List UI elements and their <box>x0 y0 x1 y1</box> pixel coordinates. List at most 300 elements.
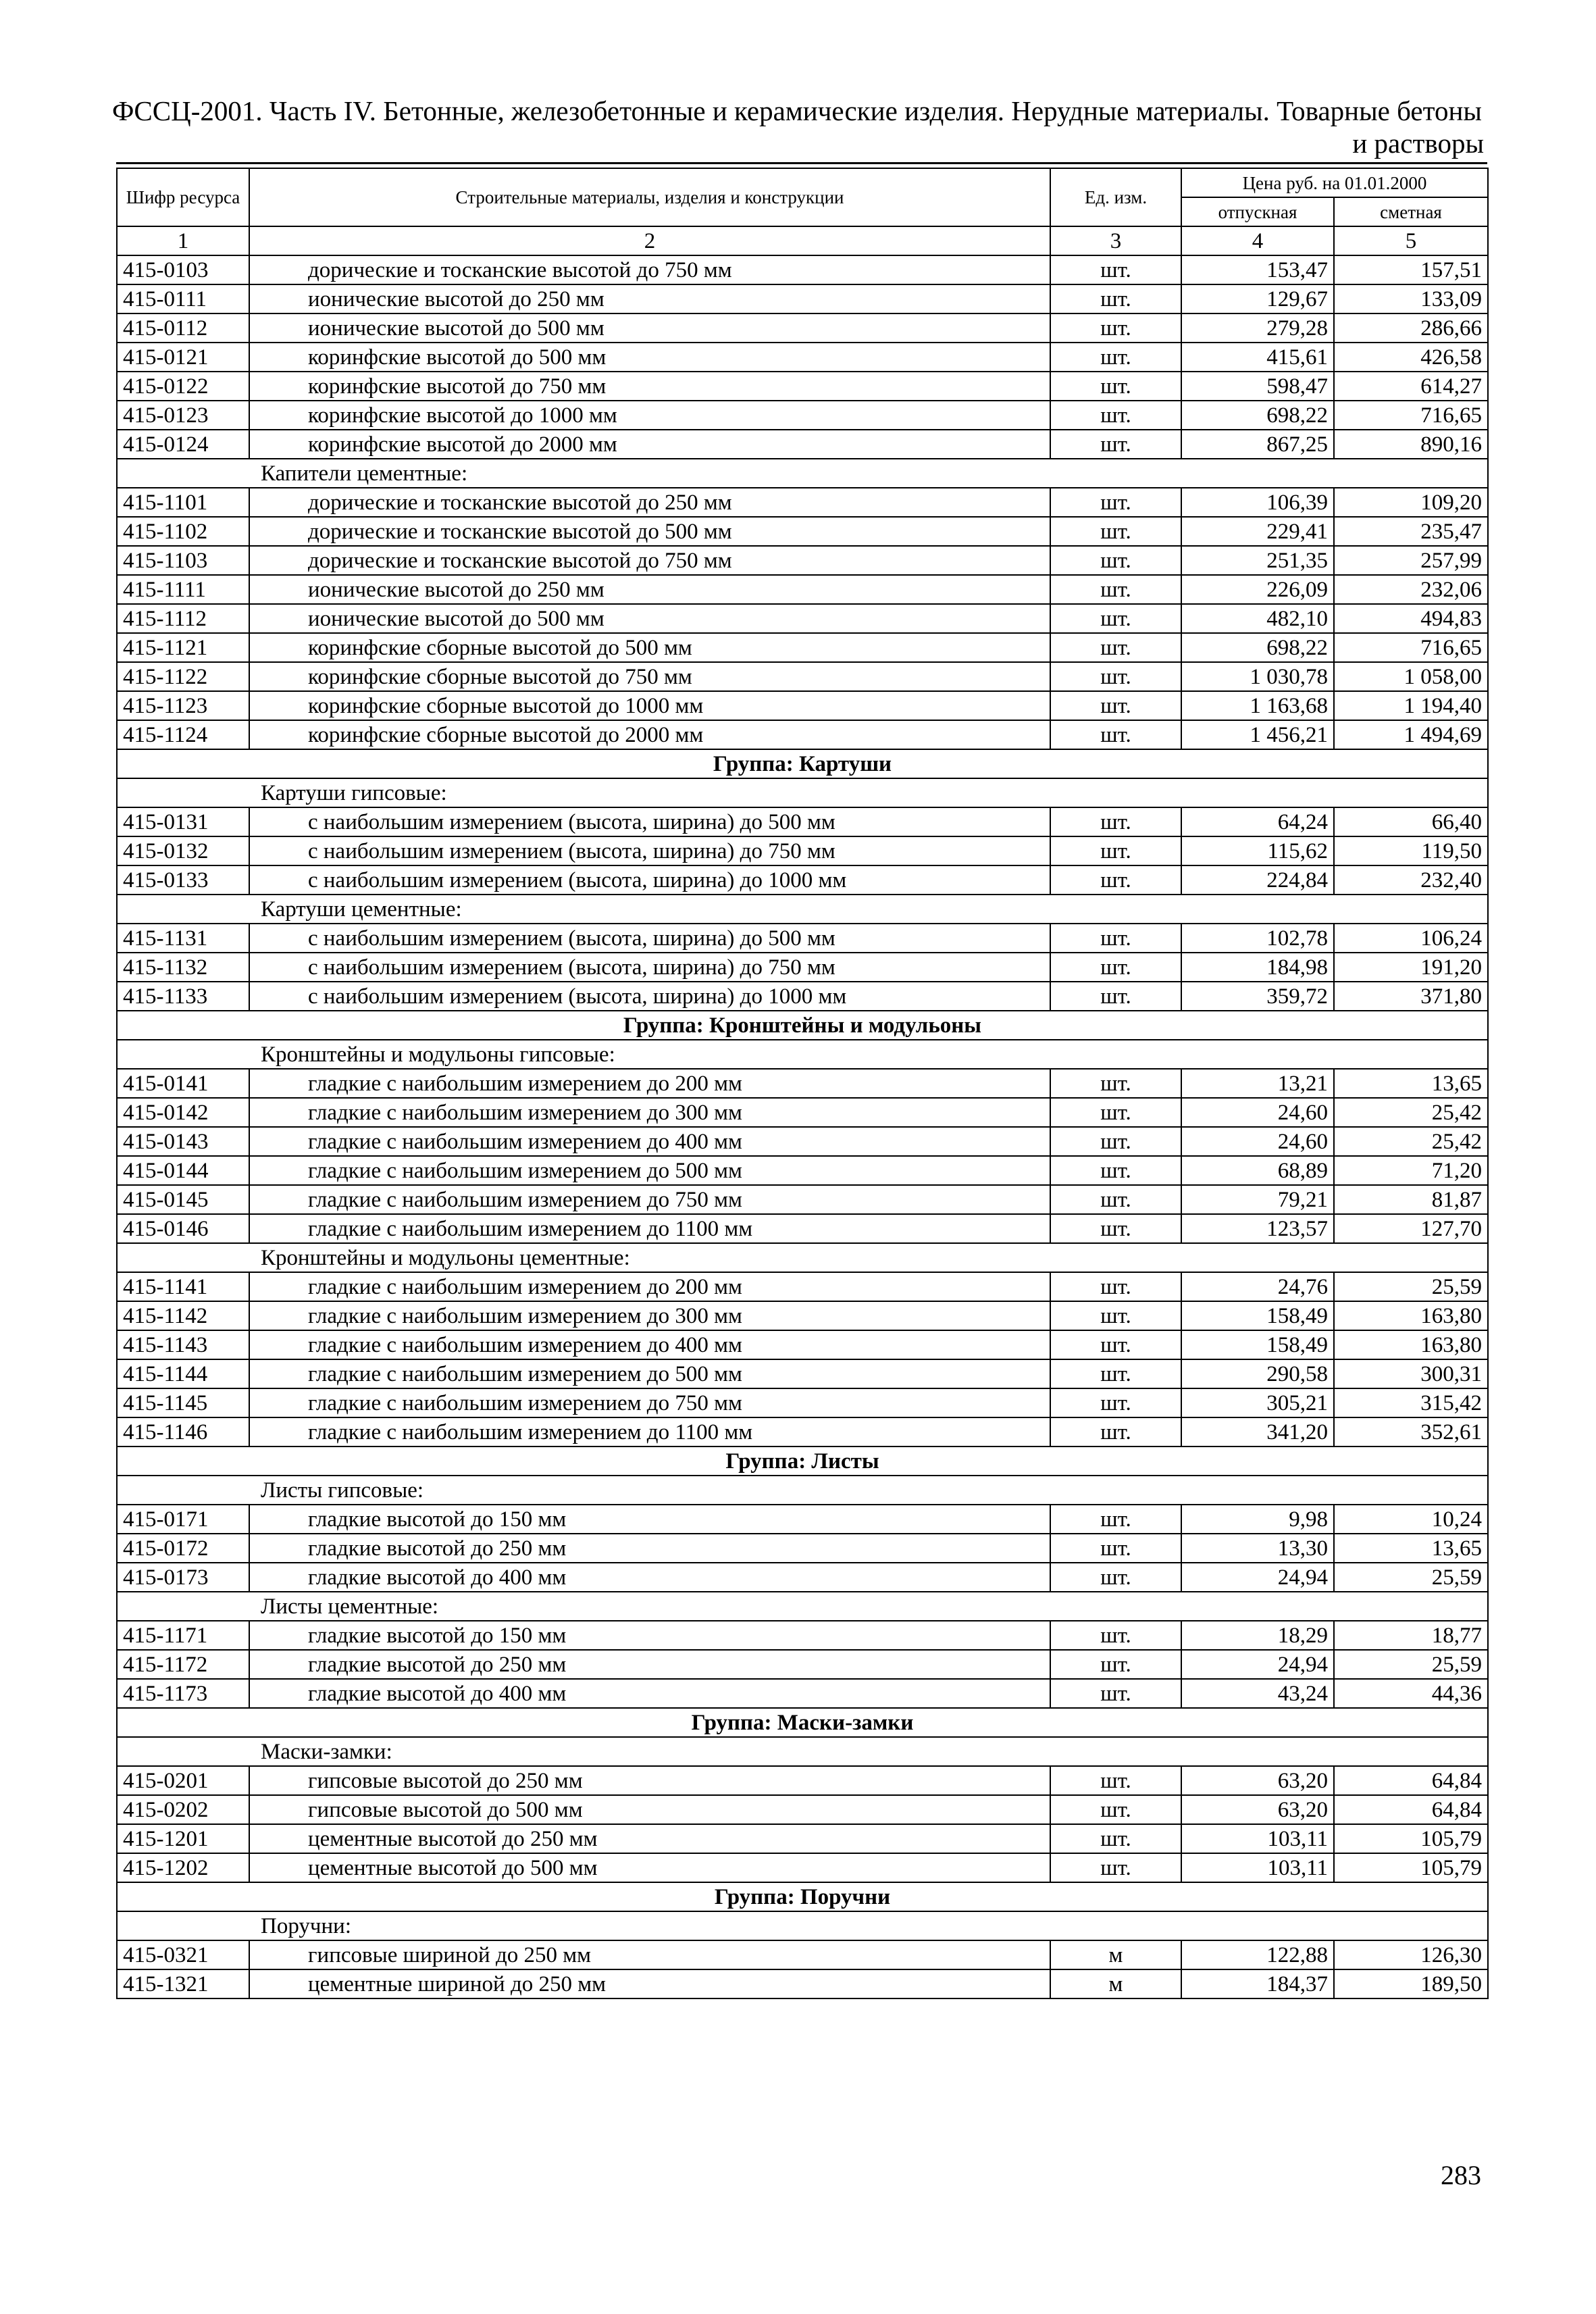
material-name: коринфские сборные высотой до 2000 мм <box>249 720 1050 749</box>
column-header-name: Строительные материалы, изделия и конструкции <box>249 168 1050 226</box>
unit-of-measure: шт. <box>1050 488 1181 517</box>
resource-code: 415-1321 <box>117 1969 249 1998</box>
release-price: 103,11 <box>1181 1824 1334 1853</box>
table-row <box>117 1853 1488 1882</box>
unit-of-measure: шт. <box>1050 1359 1181 1388</box>
unit-of-measure: шт. <box>1050 1417 1181 1447</box>
release-price: 698,22 <box>1181 401 1334 430</box>
subgroup-row <box>117 1737 1488 1766</box>
estimate-price: 66,40 <box>1334 807 1488 836</box>
resource-code: 415-1101 <box>117 488 249 517</box>
resource-code: 415-0133 <box>117 865 249 895</box>
material-name: цементные высотой до 500 мм <box>249 1853 1050 1882</box>
unit-of-measure: шт. <box>1050 1824 1181 1853</box>
unit-of-measure: шт. <box>1050 633 1181 662</box>
release-price: 229,41 <box>1181 517 1334 546</box>
estimate-price: 18,77 <box>1334 1621 1488 1650</box>
table-row <box>117 924 1488 953</box>
group-row <box>117 1882 1488 1911</box>
unit-of-measure: шт. <box>1050 1214 1181 1243</box>
unit-of-measure: шт. <box>1050 255 1181 284</box>
estimate-price: 494,83 <box>1334 604 1488 633</box>
table-row <box>117 1679 1488 1708</box>
table-row <box>117 982 1488 1011</box>
table-row <box>117 488 1488 517</box>
resource-code: 415-1144 <box>117 1359 249 1388</box>
table-row <box>117 1940 1488 1969</box>
release-price: 129,67 <box>1181 284 1334 313</box>
resource-code: 415-1141 <box>117 1272 249 1301</box>
estimate-price: 105,79 <box>1334 1824 1488 1853</box>
estimate-price: 127,70 <box>1334 1214 1488 1243</box>
unit-of-measure: шт. <box>1050 720 1181 749</box>
resource-code: 415-0172 <box>117 1534 249 1563</box>
resource-code: 415-0202 <box>117 1795 249 1824</box>
release-price: 158,49 <box>1181 1330 1334 1359</box>
subgroup-heading: Листы цементные: <box>117 1592 1488 1621</box>
table-row <box>117 662 1488 691</box>
table-row <box>117 401 1488 430</box>
material-name: гладкие с наибольшим измерением до 750 мм <box>249 1388 1050 1417</box>
release-price: 13,21 <box>1181 1069 1334 1098</box>
resource-code: 415-1112 <box>117 604 249 633</box>
table-row <box>117 343 1488 372</box>
estimate-price: 44,36 <box>1334 1679 1488 1708</box>
table-row <box>117 255 1488 284</box>
unit-of-measure: шт. <box>1050 1534 1181 1563</box>
table-row <box>117 1301 1488 1330</box>
table-row <box>117 633 1488 662</box>
unit-of-measure: шт. <box>1050 575 1181 604</box>
resource-code: 415-1171 <box>117 1621 249 1650</box>
release-price: 63,20 <box>1181 1766 1334 1795</box>
group-heading: Группа: Картуши <box>117 749 1488 778</box>
unit-of-measure: шт. <box>1050 1301 1181 1330</box>
table-row <box>117 284 1488 313</box>
material-name: гладкие с наибольшим измерением до 400 мм <box>249 1330 1050 1359</box>
table-row <box>117 1766 1488 1795</box>
material-name: коринфские сборные высотой до 500 мм <box>249 633 1050 662</box>
release-price: 106,39 <box>1181 488 1334 517</box>
unit-of-measure: шт. <box>1050 1127 1181 1156</box>
unit-of-measure: шт. <box>1050 1272 1181 1301</box>
resource-code: 415-0201 <box>117 1766 249 1795</box>
release-price: 63,20 <box>1181 1795 1334 1824</box>
material-name: с наибольшим измерением (высота, ширина) до 750 мм <box>249 953 1050 982</box>
estimate-price: 300,31 <box>1334 1359 1488 1388</box>
material-name: дорические и тосканские высотой до 750 мм <box>249 546 1050 575</box>
subgroup-heading: Картуши цементные: <box>117 895 1488 924</box>
release-price: 9,98 <box>1181 1505 1334 1534</box>
resource-code: 415-0131 <box>117 807 249 836</box>
estimate-price: 81,87 <box>1334 1185 1488 1214</box>
subgroup-row <box>117 778 1488 807</box>
estimate-price: 614,27 <box>1334 372 1488 401</box>
subgroup-row <box>117 459 1488 488</box>
table-row <box>117 1156 1488 1185</box>
release-price: 251,35 <box>1181 546 1334 575</box>
table-row <box>117 1098 1488 1127</box>
estimate-price: 25,59 <box>1334 1650 1488 1679</box>
release-price: 24,94 <box>1181 1563 1334 1592</box>
resource-code: 415-0103 <box>117 255 249 284</box>
release-price: 24,76 <box>1181 1272 1334 1301</box>
unit-of-measure: шт. <box>1050 546 1181 575</box>
resource-code: 415-0123 <box>117 401 249 430</box>
unit-of-measure: шт. <box>1050 1621 1181 1650</box>
header-divider <box>116 162 1487 164</box>
release-price: 79,21 <box>1181 1185 1334 1214</box>
resource-code: 415-0122 <box>117 372 249 401</box>
resource-code: 415-0132 <box>117 836 249 865</box>
release-price: 1 163,68 <box>1181 691 1334 720</box>
material-name: гладкие с наибольшим измерением до 300 мм <box>249 1098 1050 1127</box>
unit-of-measure: шт. <box>1050 865 1181 895</box>
column-number: 1 <box>117 226 249 255</box>
subgroup-heading: Листы гипсовые: <box>117 1476 1488 1505</box>
unit-of-measure: шт. <box>1050 1795 1181 1824</box>
estimate-price: 13,65 <box>1334 1069 1488 1098</box>
resource-code: 415-1123 <box>117 691 249 720</box>
column-number: 2 <box>249 226 1050 255</box>
release-price: 24,60 <box>1181 1127 1334 1156</box>
release-price: 158,49 <box>1181 1301 1334 1330</box>
release-price: 24,60 <box>1181 1098 1334 1127</box>
table-row <box>117 604 1488 633</box>
estimate-price: 191,20 <box>1334 953 1488 982</box>
material-name: гладкие высотой до 250 мм <box>249 1534 1050 1563</box>
resource-code: 415-0111 <box>117 284 249 313</box>
material-name: гладкие высотой до 150 мм <box>249 1505 1050 1534</box>
material-name: гипсовые высотой до 500 мм <box>249 1795 1050 1824</box>
group-row <box>117 1011 1488 1040</box>
subgroup-heading: Кронштейны и модульоны цементные: <box>117 1243 1488 1272</box>
table-row <box>117 1185 1488 1214</box>
subgroup-heading: Капители цементные: <box>117 459 1488 488</box>
release-price: 224,84 <box>1181 865 1334 895</box>
material-name: цементные шириной до 250 мм <box>249 1969 1050 1998</box>
group-heading: Группа: Поручни <box>117 1882 1488 1911</box>
material-name: коринфские высотой до 2000 мм <box>249 430 1050 459</box>
estimate-price: 189,50 <box>1334 1969 1488 1998</box>
release-price: 24,94 <box>1181 1650 1334 1679</box>
resource-code: 415-0141 <box>117 1069 249 1098</box>
release-price: 1 030,78 <box>1181 662 1334 691</box>
subgroup-row <box>117 1040 1488 1069</box>
table-row <box>117 313 1488 343</box>
material-name: дорические и тосканские высотой до 250 мм <box>249 488 1050 517</box>
unit-of-measure: шт. <box>1050 430 1181 459</box>
estimate-price: 315,42 <box>1334 1388 1488 1417</box>
release-price: 1 456,21 <box>1181 720 1334 749</box>
estimate-price: 286,66 <box>1334 313 1488 343</box>
estimate-price: 71,20 <box>1334 1156 1488 1185</box>
resource-code: 415-0121 <box>117 343 249 372</box>
subgroup-heading: Маски-замки: <box>117 1737 1488 1766</box>
release-price: 598,47 <box>1181 372 1334 401</box>
estimate-price: 13,65 <box>1334 1534 1488 1563</box>
unit-of-measure: шт. <box>1050 1650 1181 1679</box>
material-name: ионические высотой до 250 мм <box>249 284 1050 313</box>
release-price: 13,30 <box>1181 1534 1334 1563</box>
group-row <box>117 1447 1488 1476</box>
estimate-price: 1 194,40 <box>1334 691 1488 720</box>
resource-code: 415-1103 <box>117 546 249 575</box>
estimate-price: 105,79 <box>1334 1853 1488 1882</box>
release-price: 68,89 <box>1181 1156 1334 1185</box>
group-heading: Группа: Листы <box>117 1447 1488 1476</box>
release-price: 226,09 <box>1181 575 1334 604</box>
table-row <box>117 546 1488 575</box>
material-name: гладкие высотой до 400 мм <box>249 1679 1050 1708</box>
table-row <box>117 1824 1488 1853</box>
column-number: 4 <box>1181 226 1334 255</box>
release-price: 18,29 <box>1181 1621 1334 1650</box>
estimate-price: 157,51 <box>1334 255 1488 284</box>
table-row <box>117 372 1488 401</box>
release-price: 103,11 <box>1181 1853 1334 1882</box>
release-price: 415,61 <box>1181 343 1334 372</box>
estimate-price: 232,40 <box>1334 865 1488 895</box>
material-name: гладкие с наибольшим измерением до 400 мм <box>249 1127 1050 1156</box>
resource-code: 415-0142 <box>117 1098 249 1127</box>
unit-of-measure: шт. <box>1050 662 1181 691</box>
material-name: с наибольшим измерением (высота, ширина) до 1000 мм <box>249 982 1050 1011</box>
table-row <box>117 691 1488 720</box>
estimate-price: 64,84 <box>1334 1766 1488 1795</box>
table-row <box>117 1505 1488 1534</box>
material-name: с наибольшим измерением (высота, ширина) до 500 мм <box>249 807 1050 836</box>
unit-of-measure: шт. <box>1050 517 1181 546</box>
material-name: коринфские сборные высотой до 750 мм <box>249 662 1050 691</box>
material-name: гипсовые высотой до 250 мм <box>249 1766 1050 1795</box>
material-name: гладкие с наибольшим измерением до 1100 мм <box>249 1417 1050 1447</box>
estimate-price: 106,24 <box>1334 924 1488 953</box>
table-row <box>117 1214 1488 1243</box>
resource-code: 415-1143 <box>117 1330 249 1359</box>
resource-code: 415-1201 <box>117 1824 249 1853</box>
material-name: дорические и тосканские высотой до 500 мм <box>249 517 1050 546</box>
table-body <box>117 255 1488 1998</box>
material-name: цементные высотой до 250 мм <box>249 1824 1050 1853</box>
table-row <box>117 575 1488 604</box>
material-name: с наибольшим измерением (высота, ширина) до 750 мм <box>249 836 1050 865</box>
estimate-price: 25,42 <box>1334 1127 1488 1156</box>
estimate-price: 890,16 <box>1334 430 1488 459</box>
material-name: коринфские высотой до 500 мм <box>249 343 1050 372</box>
unit-of-measure: шт. <box>1050 953 1181 982</box>
subgroup-row <box>117 1476 1488 1505</box>
table-row <box>117 1272 1488 1301</box>
column-header-release-price: отпускная <box>1181 197 1334 226</box>
release-price: 184,37 <box>1181 1969 1334 1998</box>
resource-code: 415-0146 <box>117 1214 249 1243</box>
material-name: гладкие с наибольшим измерением до 500 мм <box>249 1156 1050 1185</box>
estimate-price: 126,30 <box>1334 1940 1488 1969</box>
resource-code: 415-1145 <box>117 1388 249 1417</box>
unit-of-measure: м <box>1050 1940 1181 1969</box>
estimate-price: 235,47 <box>1334 517 1488 546</box>
material-name: с наибольшим измерением (высота, ширина) до 500 мм <box>249 924 1050 953</box>
table-row <box>117 1650 1488 1679</box>
table-row <box>117 720 1488 749</box>
unit-of-measure: шт. <box>1050 284 1181 313</box>
group-heading: Группа: Маски-замки <box>117 1708 1488 1737</box>
estimate-price: 163,80 <box>1334 1301 1488 1330</box>
page-header-title-continued: и растворы <box>1352 128 1484 159</box>
page-header-title: ФССЦ-2001. Часть IV. Бетонные, железобетонные и керамические изделия. Нерудные материалы. Товарные бетоны <box>112 95 1482 126</box>
unit-of-measure: шт. <box>1050 1098 1181 1127</box>
resource-code: 415-0173 <box>117 1563 249 1592</box>
unit-of-measure: шт. <box>1050 1388 1181 1417</box>
unit-of-measure: шт. <box>1050 691 1181 720</box>
resource-code: 415-1146 <box>117 1417 249 1447</box>
estimate-price: 716,65 <box>1334 633 1488 662</box>
unit-of-measure: шт. <box>1050 1069 1181 1098</box>
unit-of-measure: шт. <box>1050 401 1181 430</box>
estimate-price: 257,99 <box>1334 546 1488 575</box>
material-name: коринфские высотой до 1000 мм <box>249 401 1050 430</box>
material-name: ионические высотой до 500 мм <box>249 313 1050 343</box>
release-price: 279,28 <box>1181 313 1334 343</box>
resource-code: 415-0144 <box>117 1156 249 1185</box>
resource-code: 415-0124 <box>117 430 249 459</box>
resource-code: 415-1124 <box>117 720 249 749</box>
release-price: 698,22 <box>1181 633 1334 662</box>
material-name: гипсовые шириной до 250 мм <box>249 1940 1050 1969</box>
estimate-price: 10,24 <box>1334 1505 1488 1534</box>
table-row <box>117 430 1488 459</box>
table-row <box>117 1330 1488 1359</box>
table-row <box>117 836 1488 865</box>
material-name: ионические высотой до 500 мм <box>249 604 1050 633</box>
estimate-price: 426,58 <box>1334 343 1488 372</box>
material-name: коринфские сборные высотой до 1000 мм <box>249 691 1050 720</box>
estimate-price: 25,42 <box>1334 1098 1488 1127</box>
subgroup-row <box>117 1911 1488 1940</box>
unit-of-measure: шт. <box>1050 604 1181 633</box>
material-name: гладкие с наибольшим измерением до 200 мм <box>249 1069 1050 1098</box>
table-row <box>117 517 1488 546</box>
release-price: 122,88 <box>1181 1940 1334 1969</box>
unit-of-measure: шт. <box>1050 1330 1181 1359</box>
unit-of-measure: шт. <box>1050 1505 1181 1534</box>
material-name: гладкие с наибольшим измерением до 750 мм <box>249 1185 1050 1214</box>
estimate-price: 25,59 <box>1334 1563 1488 1592</box>
material-name: гладкие с наибольшим измерением до 200 мм <box>249 1272 1050 1301</box>
unit-of-measure: шт. <box>1050 1679 1181 1708</box>
table-row <box>117 1534 1488 1563</box>
subgroup-row <box>117 1592 1488 1621</box>
estimate-price: 371,80 <box>1334 982 1488 1011</box>
release-price: 482,10 <box>1181 604 1334 633</box>
table-row <box>117 1417 1488 1447</box>
unit-of-measure: шт. <box>1050 836 1181 865</box>
table-row <box>117 1359 1488 1388</box>
unit-of-measure: м <box>1050 1969 1181 1998</box>
material-name: гладкие с наибольшим измерением до 300 мм <box>249 1301 1050 1330</box>
column-number: 5 <box>1334 226 1488 255</box>
resource-code: 415-1142 <box>117 1301 249 1330</box>
material-name: гладкие высотой до 250 мм <box>249 1650 1050 1679</box>
resource-code: 415-0145 <box>117 1185 249 1214</box>
release-price: 184,98 <box>1181 953 1334 982</box>
table-row <box>117 1069 1488 1098</box>
material-name: дорические и тосканские высотой до 750 мм <box>249 255 1050 284</box>
page-number: 283 <box>1441 2160 1481 2190</box>
column-header-unit: Ед. изм. <box>1050 168 1181 226</box>
estimate-price: 352,61 <box>1334 1417 1488 1447</box>
table-row <box>117 1563 1488 1592</box>
group-row <box>117 1708 1488 1737</box>
resource-code: 415-1122 <box>117 662 249 691</box>
unit-of-measure: шт. <box>1050 1563 1181 1592</box>
release-price: 123,57 <box>1181 1214 1334 1243</box>
resource-code: 415-1121 <box>117 633 249 662</box>
release-price: 115,62 <box>1181 836 1334 865</box>
column-header-code: Шифр ресурса <box>117 168 249 226</box>
unit-of-measure: шт. <box>1050 924 1181 953</box>
resource-code: 415-0143 <box>117 1127 249 1156</box>
estimate-price: 716,65 <box>1334 401 1488 430</box>
group-row <box>117 749 1488 778</box>
group-heading: Группа: Кронштейны и модульоны <box>117 1011 1488 1040</box>
table-row <box>117 1969 1488 1998</box>
subgroup-heading: Кронштейны и модульоны гипсовые: <box>117 1040 1488 1069</box>
release-price: 102,78 <box>1181 924 1334 953</box>
subgroup-heading: Поручни: <box>117 1911 1488 1940</box>
material-name: ионические высотой до 250 мм <box>249 575 1050 604</box>
column-header-price: Цена руб. на 01.01.2000 <box>1181 168 1488 197</box>
unit-of-measure: шт. <box>1050 343 1181 372</box>
estimate-price: 109,20 <box>1334 488 1488 517</box>
release-price: 867,25 <box>1181 430 1334 459</box>
unit-of-measure: шт. <box>1050 1156 1181 1185</box>
resource-code: 415-0112 <box>117 313 249 343</box>
unit-of-measure: шт. <box>1050 372 1181 401</box>
resource-code: 415-1172 <box>117 1650 249 1679</box>
unit-of-measure: шт. <box>1050 982 1181 1011</box>
estimate-price: 232,06 <box>1334 575 1488 604</box>
unit-of-measure: шт. <box>1050 313 1181 343</box>
release-price: 341,20 <box>1181 1417 1334 1447</box>
estimate-price: 163,80 <box>1334 1330 1488 1359</box>
resource-code: 415-1131 <box>117 924 249 953</box>
resource-code: 415-1102 <box>117 517 249 546</box>
unit-of-measure: шт. <box>1050 1853 1181 1882</box>
material-name: с наибольшим измерением (высота, ширина) до 1000 мм <box>249 865 1050 895</box>
table-row <box>117 807 1488 836</box>
resource-code: 415-0321 <box>117 1940 249 1969</box>
unit-of-measure: шт. <box>1050 1766 1181 1795</box>
column-header-estimate-price: сметная <box>1334 197 1488 226</box>
estimate-price: 1 058,00 <box>1334 662 1488 691</box>
table-row <box>117 1621 1488 1650</box>
table-row <box>117 1388 1488 1417</box>
release-price: 43,24 <box>1181 1679 1334 1708</box>
subgroup-heading: Картуши гипсовые: <box>117 778 1488 807</box>
material-name: гладкие с наибольшим измерением до 1100 мм <box>249 1214 1050 1243</box>
subgroup-row <box>117 895 1488 924</box>
resource-code: 415-1132 <box>117 953 249 982</box>
estimate-price: 119,50 <box>1334 836 1488 865</box>
material-name: гладкие с наибольшим измерением до 500 мм <box>249 1359 1050 1388</box>
price-table <box>116 168 1489 1999</box>
resource-code: 415-0171 <box>117 1505 249 1534</box>
unit-of-measure: шт. <box>1050 1185 1181 1214</box>
estimate-price: 1 494,69 <box>1334 720 1488 749</box>
resource-code: 415-1202 <box>117 1853 249 1882</box>
